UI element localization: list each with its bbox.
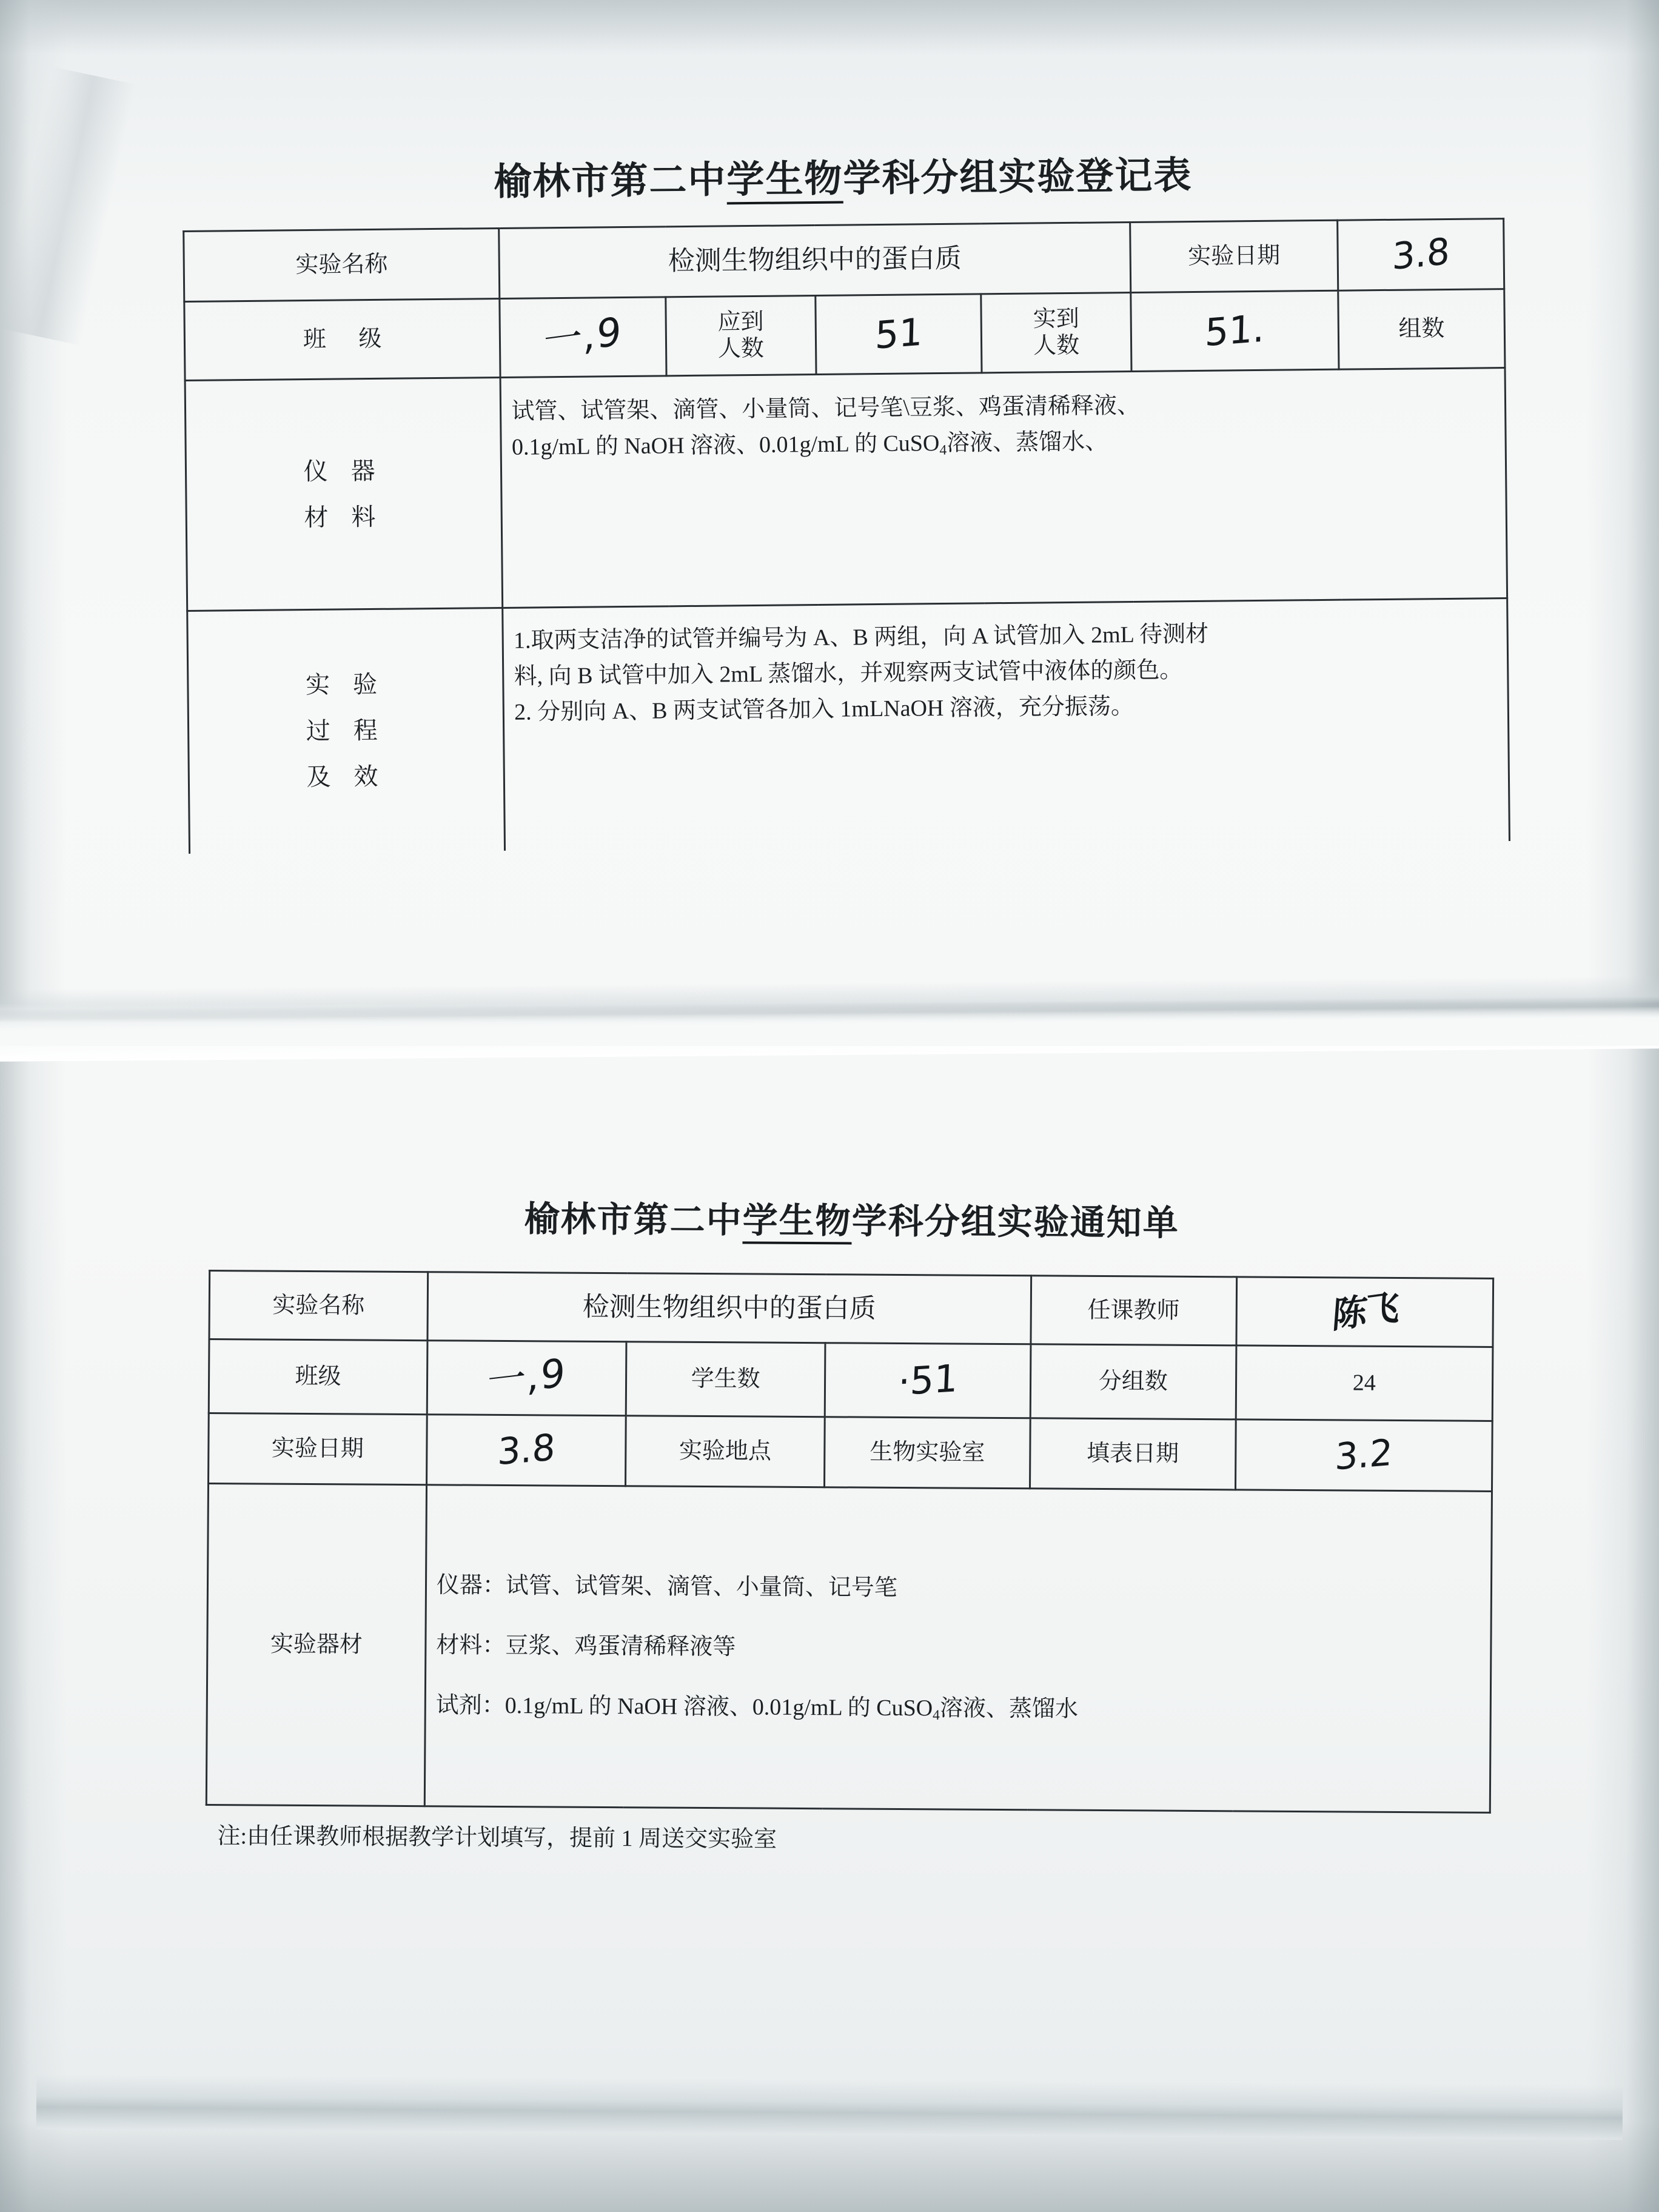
expected-count-value — [815, 294, 982, 375]
notice-equipment-label: 实验器材 — [206, 1484, 426, 1806]
table-row — [209, 1339, 1493, 1421]
handwritten-class: 一,9 — [543, 309, 623, 365]
notice-experiment-date-value — [426, 1415, 626, 1486]
expected-count-label — [666, 295, 816, 375]
process-label — [187, 608, 505, 853]
handwritten-actual-count: 51. — [1204, 306, 1265, 355]
notice-footer-note: 注:由任课教师根据教学计划填写，提前 1 周送交实验室 — [217, 1823, 777, 1852]
scan-shadow-top — [0, 0, 1659, 55]
process-label-line2: 过 程 — [306, 717, 386, 745]
process-line-3: 2. 分别向 A、B 两支试管各加入 1mLNaOH 溶液，充分振荡。 — [514, 693, 1134, 725]
page-fold-mask — [0, 1004, 1659, 1046]
location-label: 实验地点 — [626, 1416, 825, 1487]
reagent-text-a: 试剂：0.1g/mL 的 NaOH 溶液、0.01g/mL 的 CuSO — [435, 1692, 933, 1721]
actual-count-label-line1: 实到 — [1033, 306, 1079, 332]
reagent-text-b: 溶液、蒸馏水 — [939, 1695, 1079, 1722]
registration-table — [183, 218, 1510, 853]
cuso4-subscript: 4 — [939, 442, 947, 458]
table-row — [209, 1413, 1493, 1492]
handwritten-notice-class: 一,9 — [486, 1350, 568, 1406]
actual-count-label-line2: 人数 — [1033, 332, 1080, 359]
process-content — [503, 598, 1509, 851]
notice-group-count-label: 分组数 — [1030, 1344, 1236, 1419]
class-label: 班 级 — [184, 298, 501, 380]
handwritten-student-count: ·51 — [897, 1356, 959, 1404]
handwritten-teacher-signature: 陈飞 — [1330, 1285, 1399, 1337]
handwritten-notice-date: 3.8 — [496, 1426, 556, 1474]
experiment-registration-form — [182, 142, 1510, 853]
notice-table — [206, 1270, 1494, 1814]
notice-experiment-date-label: 实验日期 — [209, 1413, 427, 1485]
table-row — [209, 1271, 1493, 1347]
table-row — [185, 368, 1507, 611]
group-count-label: 组数 — [1338, 289, 1505, 370]
handwritten-expected-count: 51 — [874, 309, 923, 358]
notice-equipment-line-2: 材料：豆浆、鸡蛋清稀释液等 — [436, 1632, 736, 1660]
student-count-label: 学生数 — [626, 1342, 825, 1417]
notice-equipment-line-3 — [435, 1675, 1480, 1741]
process-label-line3: 及 效 — [306, 763, 387, 791]
title-segment-2: 学科分组实验登记表 — [843, 155, 1193, 200]
experiment-date-label: 实验日期 — [1130, 220, 1338, 292]
process-line-1: 1.取两支洁净的试管并编号为 A、B 两组，向 A 试管加入 2mL 待测材 — [513, 621, 1209, 654]
class-value — [500, 297, 666, 378]
equipment-line-2: 0.1g/mL 的 NaOH 溶液、0.01g/mL 的 CuSO$_4$溶液、蒸馏水、 — [511, 429, 1108, 460]
title-segment-1: 榆林市第二中 — [494, 159, 727, 204]
table-row — [184, 219, 1504, 302]
notice-equipment-content — [424, 1485, 1492, 1813]
handwritten-date: 3.8 — [1391, 230, 1450, 279]
expected-count-label-line2: 人数 — [717, 335, 765, 362]
process-label-line1: 实 验 — [305, 671, 386, 699]
table-row — [187, 598, 1510, 854]
equipment-label-line2: 材 料 — [304, 503, 384, 531]
notice-equipment-line-1: 仪器：试管、试管架、滴管、小量筒、记号笔 — [436, 1572, 898, 1601]
paper-bottom-edge — [36, 2074, 1623, 2140]
experiment-notice-form — [205, 1188, 1495, 1858]
student-count-value — [825, 1343, 1030, 1418]
notice-title-segment-1: 榆林市第二中 — [524, 1199, 743, 1241]
equipment-label — [185, 377, 503, 611]
actual-count-value — [1131, 290, 1339, 371]
fill-date-label: 填表日期 — [1030, 1418, 1235, 1490]
notice-group-count-value: 24 — [1236, 1346, 1493, 1421]
notice-form-title — [209, 1188, 1494, 1247]
location-value: 生物实验室 — [825, 1417, 1030, 1489]
experiment-name-label: 实验名称 — [184, 228, 500, 301]
teacher-label: 任课教师 — [1031, 1276, 1236, 1346]
notice-cuso4-subscript: 4 — [932, 1707, 940, 1723]
notice-experiment-name-value: 检测生物组织中的蛋白质 — [427, 1272, 1031, 1344]
scan-shadow-right — [1586, 0, 1659, 2212]
equipment-content — [500, 368, 1507, 608]
experiment-name-value: 检测生物组织中的蛋白质 — [499, 222, 1131, 298]
title-segment-underlined: 学生物 — [726, 159, 843, 205]
process-line-2: 料, 向 B 试管中加入 2mL 蒸馏水，并观察两支试管中液体的颜色。 — [514, 657, 1183, 689]
fill-date-value — [1235, 1419, 1492, 1492]
notice-title-segment-2: 学科分组实验通知单 — [851, 1201, 1179, 1243]
teacher-value — [1236, 1277, 1493, 1347]
notice-class-value — [427, 1341, 626, 1416]
table-row — [206, 1484, 1492, 1813]
notice-title-segment-underlined: 学生物 — [742, 1201, 851, 1244]
handwritten-fill-date: 3.2 — [1334, 1431, 1394, 1479]
experiment-date-value — [1338, 219, 1504, 291]
expected-count-label-line1: 应到 — [717, 309, 764, 335]
table-row — [184, 289, 1505, 381]
notice-experiment-name-label: 实验名称 — [209, 1271, 428, 1341]
notice-class-label: 班级 — [209, 1339, 427, 1414]
actual-count-label — [981, 292, 1131, 372]
equipment-label-line1: 仪 器 — [303, 457, 384, 485]
equipment-line-1: 试管、试管架、滴管、小量筒、记号笔\豆浆、鸡蛋清稀释液、 — [511, 392, 1141, 424]
